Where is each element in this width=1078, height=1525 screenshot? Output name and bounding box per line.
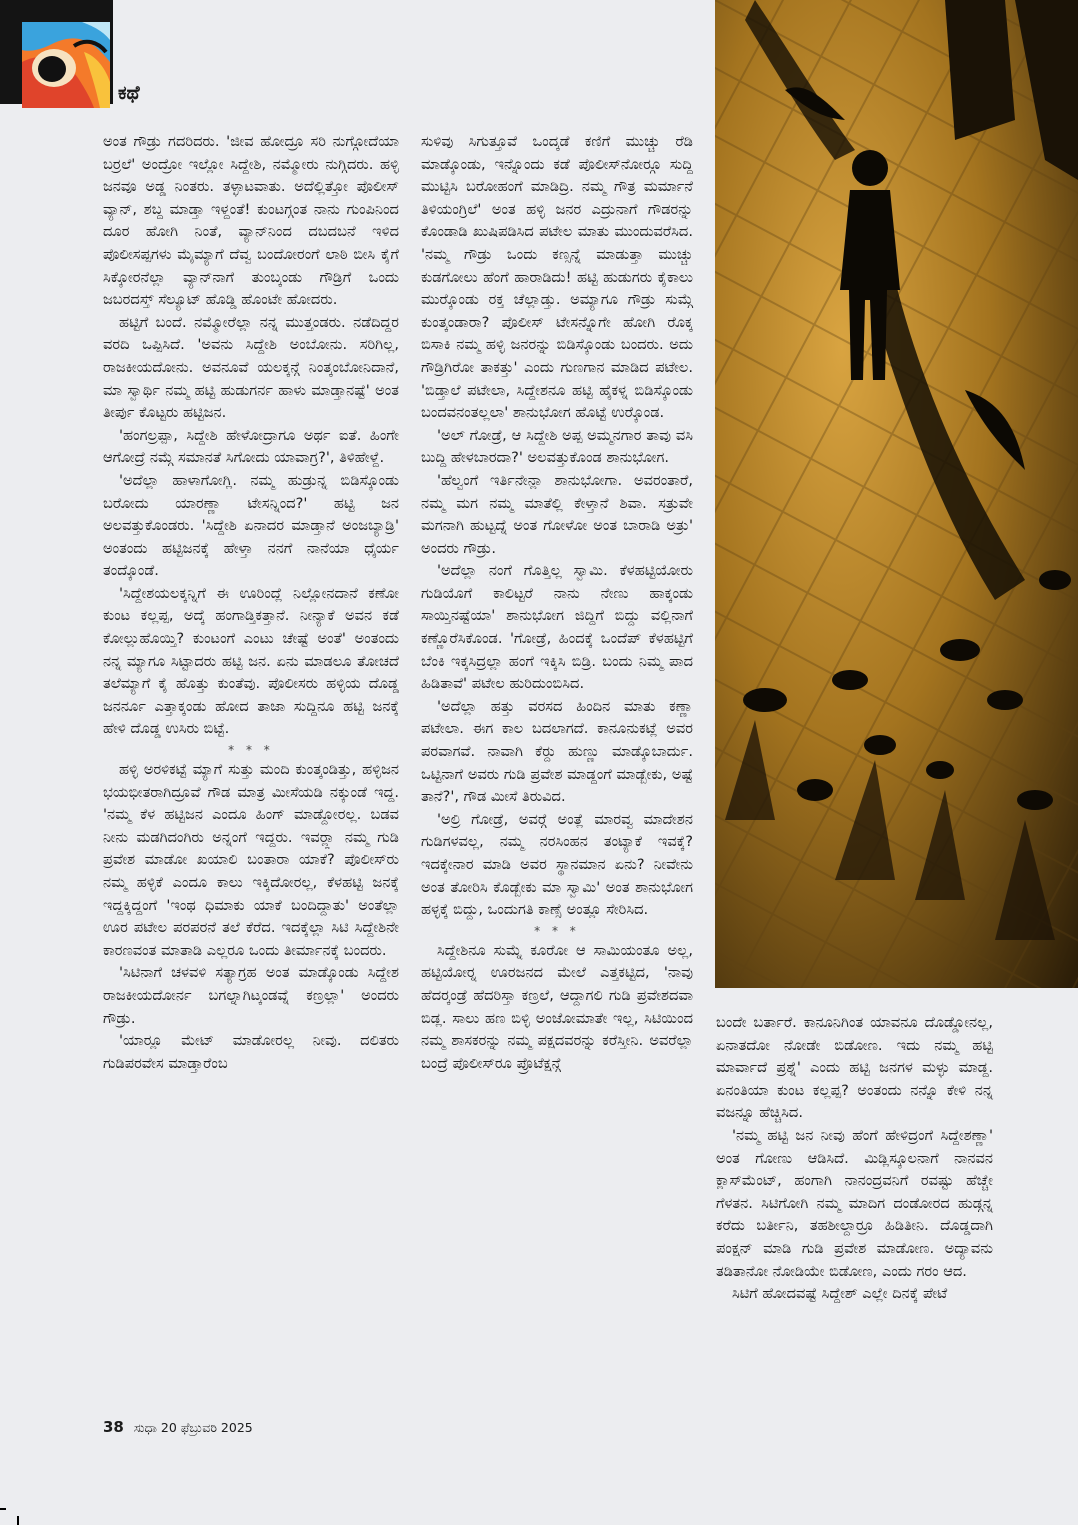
paragraph: 'ಸಿಟಿನಾಗೆ ಚಳವಳಿ ಸತ್ಯಾಗ್ರಹ ಅಂತ ಮಾಡ್ಕೊಂಡು ಸಿದ್ದೇಶ ರಾಜಕೀಯದೋರ್ನ ಬಗಲ್ನಾಗಿಟ್ಕಂಡವ್ನೆ ಕಣ್ರಲ್ಲಾ' ಅಂದರು ಗೌಡ್ರು. xyxy=(103,964,399,1027)
paragraph: ಬಂದೇ ಬರ್ತಾರೆ. ಕಾನೂನಿಗಿಂತ ಯಾವನೂ ದೊಡ್ಡೋನಲ್ಲ, ಏನಾತದೋ ನೋಡೇ ಬಿಡೋಣ. ಇದು ನಮ್ಮ ಹಟ್ಟಿ ಮಾರ್ವಾದೆ ಪ್ರಶ್ನೆ' ಎಂದು ಹಟ್ಟಿ ಜನಗಳ ಮಳ್ಳು ಮಾಡ್ದ. ಏನಂತಿಯಾ ಕುಂಟ ಕಲ್ಲಪ್ಪ? ಅಂತಂದು ನನ್ನೊ ಕೇಳಿ ನನ್ನ ವಜನ್ನೂ ಹೆಚ್ಚಿಸಿದ. xyxy=(716,1014,993,1122)
paragraph: 'ಅಲ್ ಗೋಡ್ರೆ, ಆ ಸಿದ್ದೇಶಿ ಅಪ್ಪ ಅಮ್ಮನಗಾರ ತಾವು ವಸಿ ಬುದ್ದಿ ಹೇಳಬಾರದಾ?' ಅಲವತ್ತುಕೊಂಡ ಶಾನುಭೋಗ. xyxy=(421,426,693,467)
paragraph: 'ಹೆಲ್ವಂಗೆ ಇರ್ತಿನೇನ್ಲಾ ಶಾನುಭೋಗಾ. ಅವರಂತಾರೆ, ನಮ್ಮ ಮಗ ನಮ್ಮ ಮಾತೆಲ್ಲಿ ಕೇಳ್ತಾನೆ ಶಿವಾ. ಸತ್ರುವೇ ಮಗನಾಗಿ ಹುಟ್ಟದ್ನೆ ಅಂತ ಗೋಳೋ ಅಂತ ಬಾರಾಡಿ ಅತ್ರು' ಅಂದರು ಗೌಡ್ರು. xyxy=(421,471,693,557)
paragraph: ಅಂತ ಗೌಡ್ರು ಗದರಿದರು. 'ಜೀವ ಹೋದ್ರೂ ಸರಿ ನುಗ್ಗೋದೆಯಾ ಬರ್ರಲೆ' ಅಂದ್ರೋ ಇಲ್ಲೋ ಸಿದ್ದೇಶಿ, ನಮ್ಮೋರು ನುಗ್ಗಿದರು. ಹಳ್ಳಿ ಜನವೂ ಅಡ್ಡ ನಿಂತರು. ತಳ್ಳಾಟವಾತು. ಅದೆಲ್ಲಿತ್ತೋ ಪೊಲೀಸ್ ವ್ಯಾನ್, ಶಬ್ದ ಮಾಡ್ತಾ ಇಳ್ದಂತೆ! ಕುಂಟಗ್ಗಂತ ನಾನು ಗುಂಪಿನಿಂದ ದೂರ ಹೋಗಿ ನಿಂತೆ, ವ್ಯಾನ್‌ನಿಂದ ದಬದಬನೆ ಇಳಿದ ಪೊಲೀಸಪ್ಪಗಳು ಮೈಮ್ಯಾಗೆ ದೆವ್ವ ಬಂದೋರಂಗೆ ಲಾಠಿ ಬೀಸಿ ಕೈಗೆ ಸಿಕ್ಕೋರನೆಲ್ಲಾ ವ್ಯಾನ್‌ನಾಗೆ ತುಂಬ್ಕಂಡು ಗೌಡ್ರಿಗೆ ಒಂದು ಜಬರದಸ್ತ್ ಸೆಲ್ಯೂಟ್ ಹೊಡ್ಡಿ ಹೊಂಟೇ ಹೋದರು. xyxy=(103,133,399,309)
crop-mark xyxy=(0,1508,6,1510)
paragraph: ಸುಳಿವು ಸಿಗುತ್ತೂವೆ ಒಂದ್ಕಡೆ ಕಣಿಗೆ ಮುಚ್ಚು ರೆಡಿ ಮಾಡ್ಕೊಂಡು, ಇನ್ನೊಂದು ಕಡೆ ಪೊಲೀಸ್‌ನೋರ್‍ಗೂ ಸುದ್ದಿ ಮುಟ್ಟಿಸಿ ಬರೋಹಂಗೆ ಮಾಡಿದ್ರಿ. ನಮ್ಮ ಗೌತ್ರ ಮರ್ಮಾನೆ ತಿಳಿಯಂಗ್ರಿಲೆ' ಅಂತ ಹಳ್ಳಿ ಜನರ ಎದ್ರುನಾಗೆ ಗೌಡರನ್ನು ಕೊಂಡಾಡಿ ಖುಷಿಪಡಿಸಿದ ಪಟೇಲ ಮಾತು ಮುಂದುವರೆಸಿದ. 'ನಮ್ಮ ಗೌಡ್ರು ಒಂದು ಕಣ್ಸನ್ನೆ ಮಾಡುತ್ತಾ ಮುಚ್ಚು ಕುಡಗೋಲು ಹೆಂಗೆ ಹಾರಾಡಿದು! ಹಟ್ಟಿ ಹುಡುಗರು ಕೈಕಾಲು ಮುರ್‍ಕೊಂಡು ರಕ್ತ ಚೆಲ್ಲಾಡ್ತು. ಅಮ್ಯಾಗೂ ಗೌಡ್ರು ಸುಮ್ಗೆ ಕುಂತ್ಕಂಡಾರಾ? ಪೊಲೀಸ್ ಟೇಸನ್ನೊಗೇ ಹೋಗಿ ರೊಕ್ಕ ಬಿಸಾಕಿ ನಮ್ಮ ಹಳ್ಳಿ ಜನರನ್ನು ಬಿಡಿಸ್ಕೊಂಡು ಬಂದರು. ಅದು ಗೌಡ್ರಿಗಿರೋ ತಾಕತ್ತು' ಎಂದು ಗುಣಗಾನ ಮಾಡಿದ ಪಟೇಲ. 'ಬಿಡ್ತಾಲೆ ಪಟೇಲಾ, ಸಿದ್ದೇಶನೂ ಹಟ್ಟಿ ಹೈಕಳ್ನ ಬಿಡಿಸ್ಕೊಂಡು ಬಂದವನಂತಲ್ಲಲಾ' ಶಾನುಭೋಗ ಹೊಟ್ಟೆ ಉರ್‍ಕೊಂಡ. xyxy=(421,133,693,422)
section-logo-icon xyxy=(22,22,110,108)
article-column-3 xyxy=(716,1012,993,1306)
paragraph: 'ಅದೆಲ್ಲಾ ನಂಗೆ ಗೊತ್ತಿಲ್ಲ ಸ್ವಾಮಿ. ಕೆಳಹಟ್ಟಿಯೋರು ಗುಡಿಯೊಗೆ ಕಾಲಿಟ್ಟರೆ ನಾನು ನೇಣು ಹಾಕ್ಕಂಡು ಸಾಯ್ತಿನಷ್ಟೆಯಾ' ಶಾನುಭೋಗ ಜಿದ್ದಿಗೆ ಬಿದ್ದು ವಲ್ಲಿನಾಗೆ ಕಣ್ಣೊರೆಸಿಕೊಂಡ. 'ಗೋಡ್ರೆ, ಹಿಂದಕ್ಕೆ ಒಂದೆಪ್ ಕೆಳಹಟ್ಟಿಗೆ ಬೆಂಕಿ ಇಕ್ಕಸಿದ್ರಲ್ಲಾ ಹಂಗೆ ಇಕ್ಕಿಸಿ ಬಿಡ್ರಿ. ಬಂದು ನಿಮ್ಮ ಪಾದ ಹಿಡಿತಾವೆ' ಪಟೇಲ ಹುರಿದುಂಬಿಸಿದ. xyxy=(421,562,693,693)
paragraph: ಸಿದ್ದೇಶಿನೂ ಸುಮ್ನೆ ಕೂರೋ ಆ ಸಾಮಿಯಂತೂ ಅಲ್ಲ, ಹಟ್ಟಿಯೋರ್‍ನ ಊರಜನದ ಮೇಲೆ ಎತ್ತಕಟ್ಟಿದ, 'ನಾವು ಹೆದರ್‍ಕಂಡ್ರೆ ಹೆದರಿಸ್ತಾ ಕಣ್ರಲೆ, ಆದ್ದಾಗಲಿ ಗುಡಿ ಪ್ರವೇಶದವಾ ಬಿಡ್ಲ. ಸಾಲು ಹಣ ಬಿಳ್ಳಿ ಅಂಜೋಮಾತೇ ಇಲ್ಲ, ಸಿಟಿಯಿಂದ ನಮ್ಮ ಶಾಸಕರನ್ನು ನಮ್ಮ ಪಕ್ಷದವರನ್ನು ಕರೆಸ್ತೀನಿ. ಅವರೆಲ್ಲಾ ಬಂದ್ರೆ ಪೊಲೀಸ್‌ರೂ ಪ್ರೊಟೆಕ್ಷನ್ಗೆ xyxy=(421,941,693,1072)
paragraph: ಹಳ್ಳಿ ಅರಳಿಕಟ್ಟೆ ಮ್ಯಾಗೆ ಸುತ್ತು ಮಂದಿ ಕುಂತ್ಕಂಡಿತ್ತು, ಹಳ್ಳಿಜನ ಭಯಭೀತರಾಗಿದ್ರೂವೆ ಗೌಡ ಮಾತ್ರ ಮೀಸೆಯಡಿ ನಕ್ಕುಂಡೆ ಇದ್ದ. 'ನಮ್ಮ ಕೆಳ ಹಟ್ಟಿಜನ ಎಂದೂ ಹಿಂಗ್ ಮಾಡ್ದೋರಲ್ಲ. ಬಡವ ನೀನು ಮಡಗಿದಂಗಿರು ಅನ್ನಂಗೆ ಇದ್ದರು. ಇವರ್‍ಲ್ಲಾ ನಮ್ಮ ಗುಡಿ ಪ್ರವೇಶ ಮಾಡೋ ಖಯಾಲಿ ಬಂತಾರಾ ಯಾಕೆ? ಪೊಲೀಸ್‌ರು ನಮ್ಮ ಹಳ್ಳಿಕೆ ಎಂದೂ ಕಾಲು ಇಕ್ಕಿದೋರಲ್ಲ, ಕೆಳಹಟ್ಟಿ ಜನಕ್ಕೆ ಇದ್ದಕ್ಕಿದ್ದಂಗೆ 'ಇಂಥ ಧಿಮಾಕು ಯಾಕೆ ಬಂದಿದ್ದಾತು' ಅಂತೆಲ್ಲಾ ಊರ ಪಟೇಲ ಪರಪರನೆ ತಲೆ ಕೆರೆದ. ಇದಕ್ಕೆಲ್ಲಾ ಸಿಟಿ ಸಿದ್ದೇಶಿನೇ ಕಾರಣವಂತ ಮಾತಾಡಿ ಎಲ್ಲರೂ ಒಂದು ತೀರ್ಮಾನಕ್ಕೆ ಬಂದರು. xyxy=(103,761,399,959)
section-title: ಕಥೆ xyxy=(118,82,140,104)
article-column-1 xyxy=(103,131,399,1075)
paragraph: 'ಸಿದ್ದೇಶಯಲಕ್ಕನ್ನಿಗೆ ಈ ಊರಿಂದ್ಲೆ ನಿಲ್ಲೋನದಾನೆ ಕಣೋ ಕುಂಟ ಕಲ್ಲಪ್ಪ, ಅದ್ಕೆ ಹಂಗಾಡ್ತಿಕತ್ತಾನೆ. ನೀನ್ಯಾಕೆ ಅವನ ಕಡೆ ಕೋಲ್ಲುಹೊಯ್ತಿ? ಕುಂಟಂಗೆ ಎಂಟು ಚೇಷ್ಟೆ ಅಂತೆ' ಅಂತಂದು ನನ್ನ ಮ್ಯಾಗೂ ಸಿಟ್ಟಾದರು ಹಟ್ಟಿ ಜನ. ಏನು ಮಾಡಲೂ ತೋಚದೆ ತಲೆಮ್ಯಾಗೆ ಕೈ ಹೊತ್ತು ಕುಂತೆವು. ಪೊಲೀಸರು ಹಳ್ಳಿಯ ದೊಡ್ಡ ಜನರ್ನೂ ಎತ್ತಾಕ್ಕಂಡು ಹೋದ ತಾಜಾ ಸುದ್ದಿನೂ ಹಟ್ಟಿ ಜನಕ್ಕೆ ಹೇಳಿ ದೊಡ್ಡ ಉಸಿರು ಬಿಟ್ಟೆ. xyxy=(103,584,399,738)
page-number: 38 xyxy=(103,1418,124,1436)
paragraph: ಹಟ್ಟಿಗೆ ಬಂದೆ. ನಮ್ಮೋರೆಲ್ಲಾ ನನ್ನ ಮುತ್ತಂಡರು. ನಡೆದಿದ್ದರ ವರದಿ ಒಪ್ಪಿಸಿದೆ. 'ಅವನು ಸಿದ್ದೇಶಿ ಅಂಬೋನು. ಸರಿಗಿಲ್ಲ, ರಾಜಕೀಯದೋನು. ಅವನೂವೆ ಯಲಕ್ಕನ್ಗೆ ನಿಂತ್ಕಂಬೋನಿದಾನೆ, ಮಾ ಸ್ವಾರ್ಥಿ ನಮ್ಮ ಹಟ್ಟಿ ಹುಡುಗರ್ನ ಹಾಳು ಮಾಡ್ತಾನಷ್ಟೆ' ಅಂತ ತೀರ್ಪು ಕೊಟ್ಟರು ಹಟ್ಟಿಜನ. xyxy=(103,313,399,422)
page-footer xyxy=(103,1418,253,1436)
publication-info: ಸುಧಾ 20 ಫೆಬ್ರುವರಿ 2025 xyxy=(133,1420,253,1435)
section-separator: * * * xyxy=(228,743,274,758)
paragraph: ಸಿಟಿಗೆ ಹೋದವಷ್ಟೆ ಸಿದ್ದೇಶ್ ಎಲ್ಲೇ ದಿನಕ್ಕೆ ಪೇಟೆ xyxy=(732,1285,948,1303)
paragraph: 'ಅದೆಲ್ಲಾ ಹತ್ತು ವರಸದ ಹಿಂದಿನ ಮಾತು ಕಣ್ಣಾ ಪಟೇಲಾ. ಈಗ ಕಾಲ ಬದಲಾಗದೆ. ಕಾನೂನುಕಟ್ಲೆ ಅವರ ಪರವಾಗವೆ. ನಾವಾಗಿ ಕೆರ್‍ದು ಹುಣ್ಣು ಮಾಡ್ಕೊಬಾರ್ದು. ಒಟ್ಟಿನಾಗೆ ಅವರು ಗುಡಿ ಪ್ರವೇಶ ಮಾಡ್ದಂಗೆ ಮಾಡ್ಬೇಕು, ಅಷ್ಟೆ ತಾನೆ?', ಗೌಡ ಮೀಸೆ ತಿರುವಿದ. xyxy=(421,697,693,806)
paragraph: 'ಹಂಗಲ್ರಪ್ಪಾ, ಸಿದ್ದೇಶಿ ಹೇಳೋದ್ರಾಗೂ ಅರ್ಥ ಐತೆ. ಹಿಂಗೇ ಆಗೋದ್ರೆ ನಮ್ಗೆ ಸಮಾನತೆ ಸಿಗೋದು ಯಾವಾಗ್ರ?', ತಿಳಿಹೇಳ್ದೆ. xyxy=(103,426,399,467)
paragraph: 'ನಮ್ಮ ಹಟ್ಟಿ ಜನ ನೀವು ಹೆಂಗೆ ಹೇಳಿದ್ರಂಗೆ ಸಿದ್ದೇಶಣ್ಣಾ' ಅಂತ ಗೋಣು ಆಡಿಸಿದೆ. ಮಿಡ್ಲಿಸ್ಕೂಲನಾಗೆ ನಾನವನ ಕ್ಲಾಸ್‌ಮೆಂಟ್, ಹಂಗಾಗಿ ನಾನಂದ್ರವನಿಗೆ ರವಷ್ಟು ಹೆಚ್ಚೇ ಗೆಳತನ. ಸಿಟಿಗೋಗಿ ನಮ್ಮ ಮಾದಿಗ ದಂಡೋರದ ಹುಡ್ಗನ್ನ ಕರೆದು ಬರ್ತೀನಿ, ತಹಶೀಲ್ದಾರ್‍ರೂ ಹಿಡಿತೀನಿ. ದೊಡ್ಡದಾಗಿ ಪಂಕ್ಷನ್ ಮಾಡಿ ಗುಡಿ ಪ್ರವೇಶ ಮಾಡೋಣ. ಅದ್ಯಾವನು ತಡಿತಾನೋ ನೋಡಿಯೇ ಬಿಡೋಣ, ಎಂದು ಗರಂ ಆದ. xyxy=(716,1126,993,1280)
paragraph: 'ಅದೆಲ್ಲಾ ಹಾಳಾಗೋಗ್ಲಿ. ನಮ್ಮ ಹುಡ್ರುನ್ನ ಬಿಡಿಸ್ಕೊಂಡು ಬರೋದು ಯಾರಣ್ಣಾ ಟೇಸನ್ನಿಂದ?' ಹಟ್ಟಿ ಜನ ಅಲವತ್ತುಕೊಂಡರು. 'ಸಿದ್ದೇಶಿ ಏನಾದರ ಮಾಡ್ತಾನೆ ಅಂಜಬ್ಯಾಡ್ರಿ' ಅಂತಂದು ಹಟ್ಟಿಜನಕ್ಕೆ ಹೇಳ್ತಾ ನನಗೆ ನಾನೆಯಾ ಧೈರ್ಯ ತಂದ್ಕೊಂಡೆ. xyxy=(103,471,399,580)
paragraph: 'ಅಲ್ರಿ ಗೋಡ್ರೆ, ಅವರ್‍ಗೆ ಅಂತ್ಲೆ ಮಾರವ್ವ ಮಾದೇಶನ ಗುಡಿಗಳವಲ್ಲ, ನಮ್ಮ ನರಸಿಂಹನ ತಂಟ್ಯಾಕೆ ಇವಕ್ಕೆ? ಇದಕ್ಕೇನಾರ ಮಾಡಿ ಅವರ ಸ್ಥಾನಮಾನ ಏನು? ನೀವೇನು ಅಂತ ತೋರಿಸಿ ಕೊಡ್ಬೇಕು ಮಾ ಸ್ವಾಮಿ' ಅಂತ ಶಾನುಭೋಗ ಹಳ್ಳಕ್ಕೆ ಬಿದ್ದು, ಒಂದುಗತಿ ಕಾಣ್ಸೆ ಅಂತ್ಲೂ ಸೇರಿಸಿದ. xyxy=(421,810,693,919)
crop-mark xyxy=(17,1516,19,1525)
illustration-photo xyxy=(715,0,1078,988)
paragraph: 'ಯಾರ್‍ಲೂ ಮೇಟ್ ಮಾಡೋರಲ್ಲ ನೀವು. ದಲಿತರು ಗುಡಿಪರವೇಸ ಮಾಡ್ತಾರೆಂಬ xyxy=(103,1032,399,1072)
article-column-2 xyxy=(421,131,693,1075)
section-separator: * * * xyxy=(534,923,580,938)
